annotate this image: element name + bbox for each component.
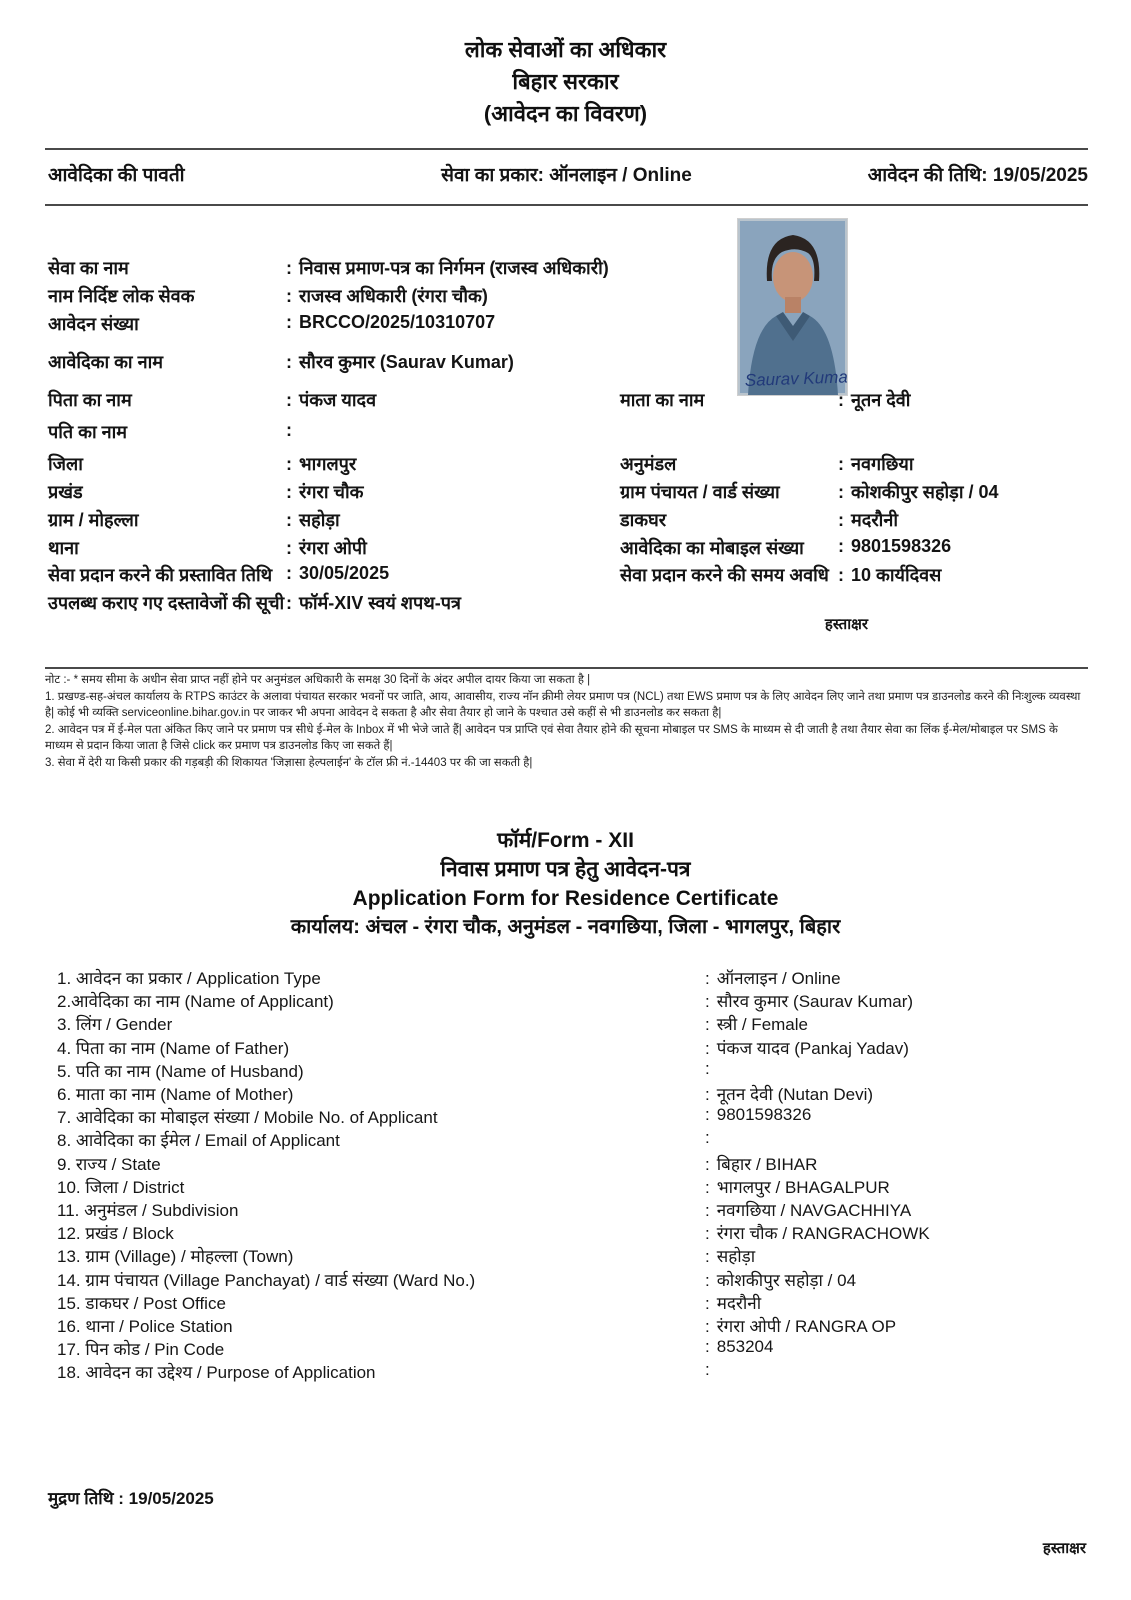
colon: : bbox=[705, 1294, 710, 1313]
form-field-label: 3. लिंग / Gender bbox=[57, 1015, 173, 1034]
form-field-value bbox=[705, 1128, 717, 1148]
colon: : bbox=[705, 992, 710, 1011]
form-field-value bbox=[705, 1082, 873, 1105]
form-field-value-text: 853204 bbox=[716, 1337, 774, 1356]
form-field-label: 17. पिन कोड / Pin Code bbox=[57, 1340, 225, 1359]
field-label: नाम निर्दिष्ट लोक सेवक bbox=[48, 286, 195, 306]
field-value bbox=[286, 508, 340, 532]
colon: : bbox=[705, 1059, 710, 1078]
field-value-text: फॉर्म-XIV स्वयं शपथ-पत्र bbox=[299, 593, 461, 613]
colon: : bbox=[838, 510, 844, 530]
field-value bbox=[286, 284, 488, 308]
colon: : bbox=[286, 510, 292, 530]
form-field-value-text: सौरव कुमार (Saurav Kumar) bbox=[716, 992, 914, 1011]
form-field-value bbox=[705, 1221, 930, 1244]
form-field-value-text: ऑनलाइन / Online bbox=[716, 969, 841, 988]
print-date: मुद्रण तिथि : 19/05/2025 bbox=[48, 1489, 214, 1508]
field-value-text: रंगरा चौक bbox=[299, 482, 364, 502]
colon: : bbox=[838, 482, 844, 502]
detail-row bbox=[48, 480, 1088, 506]
field-value-text: रंगरा ओपी bbox=[299, 538, 367, 558]
form-row bbox=[57, 989, 1087, 1013]
divider-top bbox=[45, 148, 1088, 150]
field-value bbox=[838, 536, 951, 557]
form-row bbox=[57, 1059, 1087, 1083]
form-field-value-text: पंकज यादव (Pankaj Yadav) bbox=[716, 1039, 909, 1058]
form-field-value bbox=[705, 1268, 856, 1291]
service-type: सेवा का प्रकार: ऑनलाइन / Online bbox=[441, 165, 692, 186]
form-row bbox=[57, 1244, 1087, 1268]
form-field-label: 16. थाना / Police Station bbox=[57, 1317, 233, 1336]
colon: : bbox=[838, 565, 844, 585]
field-value bbox=[838, 452, 914, 476]
photo-caption: Saurav Kumar bbox=[744, 367, 847, 390]
form-field-value bbox=[705, 1244, 755, 1267]
detail-row bbox=[48, 388, 1088, 414]
form-field-label: 13. ग्राम (Village) / मोहल्ला (Town) bbox=[57, 1247, 294, 1266]
form-field-value-text: बिहार / BIHAR bbox=[716, 1155, 818, 1174]
field-value bbox=[286, 591, 461, 615]
field-value bbox=[286, 312, 495, 333]
form-field-value bbox=[705, 1152, 817, 1175]
field-value bbox=[286, 388, 376, 412]
form-field-value-text: मदरौनी bbox=[716, 1294, 762, 1313]
form-row bbox=[57, 1221, 1087, 1245]
form-field-label: 5. पति का नाम (Name of Husband) bbox=[57, 1062, 304, 1081]
field-label: जिला bbox=[48, 454, 83, 474]
field-value bbox=[838, 480, 999, 504]
form-field-label: 7. आवेदिका का मोबाइल संख्या / Mobile No. of Applicant bbox=[57, 1108, 438, 1127]
colon: : bbox=[705, 1337, 710, 1356]
form-row bbox=[57, 1360, 1087, 1384]
field-value bbox=[286, 350, 514, 374]
form-field-value bbox=[705, 1036, 909, 1059]
colon: : bbox=[286, 312, 292, 332]
detail-row bbox=[48, 563, 1088, 589]
field-value-text: नवगछिया bbox=[851, 454, 914, 474]
field-value bbox=[286, 420, 299, 441]
form-field-label: 12. प्रखंड / Block bbox=[57, 1224, 174, 1243]
colon: : bbox=[705, 1247, 710, 1266]
field-value-text: कोशकीपुर सहोड़ा / 04 bbox=[851, 482, 999, 502]
document-header bbox=[0, 34, 1131, 130]
form-row bbox=[57, 1152, 1087, 1176]
form-field-label: 1. आवेदन का प्रकार / Application Type bbox=[57, 969, 321, 988]
colon: : bbox=[705, 1105, 710, 1124]
field-value-text: नूतन देवी bbox=[851, 390, 911, 410]
application-date: आवेदन की तिथि: 19/05/2025 bbox=[867, 165, 1088, 186]
form-field-value bbox=[705, 1012, 808, 1035]
form-field-value-text: भागलपुर / BHAGALPUR bbox=[716, 1178, 890, 1197]
form-field-label: 9. राज्य / State bbox=[57, 1155, 161, 1174]
header-subtitle: (आवेदन का विवरण) bbox=[483, 101, 648, 126]
detail-row bbox=[48, 256, 1088, 282]
form-field-label: 11. अनुमंडल / Subdivision bbox=[57, 1201, 239, 1220]
field-value-text: निवास प्रमाण-पत्र का निर्गमन (राजस्व अधिकारी) bbox=[299, 258, 609, 278]
field-value-text: भागलपुर bbox=[299, 454, 357, 474]
detail-row bbox=[48, 508, 1088, 534]
field-label: उपलब्ध कराए गए दस्तावेजों की सूची bbox=[48, 593, 285, 613]
form-field-value bbox=[705, 1291, 761, 1314]
colon: : bbox=[705, 1360, 710, 1379]
form-field-value bbox=[705, 1360, 717, 1380]
field-label: माता का नाम bbox=[620, 390, 705, 410]
detail-row bbox=[48, 420, 1088, 446]
form-row bbox=[57, 1268, 1087, 1292]
form-number-title: फॉर्म/Form - XII bbox=[497, 829, 634, 852]
header-authority-title: लोक सेवाओं का अधिकार bbox=[464, 37, 667, 62]
colon: : bbox=[286, 593, 292, 613]
receipt-bar bbox=[45, 161, 1088, 189]
form-hindi-title: निवास प्रमाण पत्र हेतु आवेदन-पत्र bbox=[440, 858, 691, 881]
form-row bbox=[57, 1036, 1087, 1060]
form-field-value bbox=[705, 1059, 717, 1079]
colon: : bbox=[705, 1224, 710, 1243]
colon: : bbox=[705, 1085, 710, 1104]
note-appeal: नोट :- * समय सीमा के अधीन सेवा प्राप्त नहीं होने पर अनुमंडल अधिकारी के समक्ष 30 दिनों के अंदर अपील दायर किया जा सकता है | bbox=[45, 674, 591, 686]
colon: : bbox=[705, 1201, 710, 1220]
form-row bbox=[57, 1082, 1087, 1106]
divider-notes bbox=[45, 667, 1088, 669]
colon: : bbox=[705, 1317, 710, 1336]
form-field-label: 15. डाकघर / Post Office bbox=[57, 1294, 226, 1313]
receipt-title: आवेदिका की पावती bbox=[48, 165, 185, 186]
field-value-text: BRCCO/2025/10310707 bbox=[299, 312, 496, 332]
form-row bbox=[57, 1337, 1087, 1361]
colon: : bbox=[286, 286, 292, 306]
colon: : bbox=[705, 1178, 710, 1197]
field-value-text: पंकज यादव bbox=[299, 390, 377, 410]
field-value bbox=[838, 508, 898, 532]
note-item-2: 2. आवेदन पत्र में ई-मेल पता अंकित किए जाने पर प्रमाण पत्र सीधे ई-मेल के Inbox में भी भेजे जाते हैं| आवेदन पत्र प्राप्ति एवं सेवा तैयार होने की सूचना मोबाइल पर SMS के माध्यम से दी जाती है तथा तैयार सेवा का लिंक ई-मेल/मोबाइल पर SMS के माध्यम से प्रदान किया जाता है जिसे click कर प्रमाण पत्र डाउनलोड किए जा सकते हैं| bbox=[45, 724, 1058, 753]
field-label: आवेदिका का मोबाइल संख्या bbox=[620, 538, 804, 558]
form-field-value-text: 9801598326 bbox=[716, 1105, 812, 1124]
form-field-value bbox=[705, 1337, 773, 1357]
form-field-value bbox=[705, 1175, 890, 1198]
field-label: ग्राम पंचायत / वार्ड संख्या bbox=[620, 482, 780, 502]
signature-label-bottom: हस्ताक्षर bbox=[1042, 1540, 1086, 1557]
note-item-3: 3. सेवा में देरी या किसी प्रकार की गड़बड़ी की शिकायत 'जिज्ञासा हेल्पलाईन' के टॉल फ्री नं.-14403 पर की जा सकती है| bbox=[45, 757, 533, 770]
colon: : bbox=[838, 536, 844, 556]
field-label: आवेदन संख्या bbox=[48, 314, 139, 334]
form-field-label: 2.आवेदिका का नाम (Name of Applicant) bbox=[57, 992, 334, 1011]
form-row bbox=[57, 1128, 1087, 1152]
detail-row bbox=[48, 350, 1088, 376]
field-value-text: 9801598326 bbox=[851, 536, 952, 556]
field-label: थाना bbox=[48, 538, 79, 558]
form-row bbox=[57, 1198, 1087, 1222]
field-label: पिता का नाम bbox=[48, 390, 132, 410]
field-label: आवेदिका का नाम bbox=[48, 352, 164, 372]
colon: : bbox=[286, 258, 292, 278]
form-row bbox=[57, 1105, 1087, 1129]
colon: : bbox=[286, 454, 292, 474]
field-label: अनुमंडल bbox=[620, 454, 677, 474]
form-row bbox=[57, 1314, 1087, 1338]
form-field-label: 4. पिता का नाम (Name of Father) bbox=[57, 1039, 290, 1058]
form-field-label: 6. माता का नाम (Name of Mother) bbox=[57, 1085, 294, 1104]
field-value bbox=[286, 536, 367, 560]
colon: : bbox=[286, 390, 292, 410]
field-value bbox=[838, 388, 910, 412]
field-label: पति का नाम bbox=[48, 422, 128, 442]
field-value-text: 30/05/2025 bbox=[299, 563, 390, 583]
header-government-title: बिहार सरकार bbox=[512, 69, 619, 94]
detail-row bbox=[48, 284, 1088, 310]
field-label: सेवा प्रदान करने की प्रस्तावित तिथि bbox=[48, 565, 273, 585]
field-value-text: राजस्व अधिकारी (रंगरा चौक) bbox=[299, 286, 488, 306]
field-label: सेवा प्रदान करने की समय अवधि bbox=[620, 565, 829, 585]
colon: : bbox=[705, 1128, 710, 1147]
form-field-label: 10. जिला / District bbox=[57, 1178, 185, 1197]
form-field-value-text: कोशकीपुर सहोड़ा / 04 bbox=[716, 1271, 857, 1290]
form-row bbox=[57, 1012, 1087, 1036]
form-office-line: कार्यालय: अंचल - रंगरा चौक, अनुमंडल - नवगछिया, जिला - भागलपुर, बिहार bbox=[290, 916, 841, 938]
field-label: ग्राम / मोहल्ला bbox=[48, 510, 139, 530]
field-label: सेवा का नाम bbox=[48, 258, 129, 278]
field-value-text: सौरव कुमार (Saurav Kumar) bbox=[299, 352, 514, 372]
colon: : bbox=[705, 1155, 710, 1174]
colon: : bbox=[705, 1015, 710, 1034]
field-value bbox=[286, 452, 356, 476]
colon: : bbox=[286, 563, 292, 583]
detail-row bbox=[48, 591, 1088, 617]
form-field-value bbox=[705, 1105, 811, 1125]
colon: : bbox=[838, 454, 844, 474]
form-field-value-text: रंगरा चौक / RANGRACHOWK bbox=[716, 1224, 930, 1243]
form-field-label: 14. ग्राम पंचायत (Village Panchayat) / वार्ड संख्या (Ward No.) bbox=[57, 1271, 476, 1290]
note-item-1: 1. प्रखण्ड-सह-अंचल कार्यालय के RTPS काउंटर के अलावा पंचायत सरकार भवनों पर जाति, आय, आवासीय, राज्य नॉन क्रीमी लेयर प्रमाण पत्र (NCL) तथा EWS प्रमाण पत्र के लिए आवेदन लिए जाने तथा प्रमाण पत्र डाउनलोड करने की निःशुल्क व्यवस्था है| कोई भी व्यक्ति serviceonline.bihar.gov.in पर जाकर भी अपना आवेदन दे सकता है और सेवा तैयार हो जाने के पश्चात उसे कहीं से भी डाउनलोड कर सकता है| bbox=[45, 691, 1081, 720]
colon: : bbox=[286, 420, 292, 440]
field-value-text: मदरौनी bbox=[851, 510, 898, 530]
form-english-title: Application Form for Residence Certificate bbox=[352, 887, 779, 910]
field-value-text: सहोड़ा bbox=[299, 510, 340, 530]
detail-row bbox=[48, 312, 1088, 338]
detail-row bbox=[48, 536, 1088, 562]
form-row bbox=[57, 1175, 1087, 1199]
field-value bbox=[286, 563, 389, 584]
form-row bbox=[57, 1291, 1087, 1315]
form-title-block bbox=[0, 826, 1131, 942]
form-field-label: 18. आवेदन का उद्देश्य / Purpose of Application bbox=[57, 1363, 376, 1382]
field-label: प्रखंड bbox=[48, 482, 83, 502]
form-field-value-text: स्त्री / Female bbox=[716, 1015, 808, 1034]
form-field-value bbox=[705, 1314, 896, 1337]
colon: : bbox=[705, 969, 710, 988]
form-field-value-text: नूतन देवी (Nutan Devi) bbox=[716, 1085, 874, 1104]
form-field-value-text: रंगरा ओपी / RANGRA OP bbox=[716, 1317, 897, 1336]
detail-row bbox=[48, 452, 1088, 478]
field-label: डाकघर bbox=[620, 510, 667, 530]
form-field-value-text: नवगछिया / NAVGACHHIYA bbox=[716, 1201, 912, 1220]
form-field-value bbox=[705, 966, 841, 989]
field-value bbox=[286, 480, 363, 504]
field-value bbox=[838, 563, 941, 587]
signature-label-photo: हस्ताक्षर bbox=[824, 616, 868, 633]
form-row bbox=[57, 966, 1087, 990]
divider-receipt bbox=[45, 204, 1088, 206]
field-value-text: 10 कार्यदिवस bbox=[851, 565, 942, 585]
form-field-label: 8. आवेदिका का ईमेल / Email of Applicant bbox=[57, 1131, 340, 1150]
form-field-value bbox=[705, 1198, 911, 1221]
colon: : bbox=[286, 352, 292, 372]
field-value bbox=[286, 256, 609, 280]
colon: : bbox=[286, 538, 292, 558]
colon: : bbox=[286, 482, 292, 502]
colon: : bbox=[838, 390, 844, 410]
form-field-value-text: सहोड़ा bbox=[716, 1247, 756, 1266]
notes-section bbox=[45, 672, 1088, 773]
colon: : bbox=[705, 1271, 710, 1290]
form-field-value bbox=[705, 989, 913, 1012]
colon: : bbox=[705, 1039, 710, 1058]
